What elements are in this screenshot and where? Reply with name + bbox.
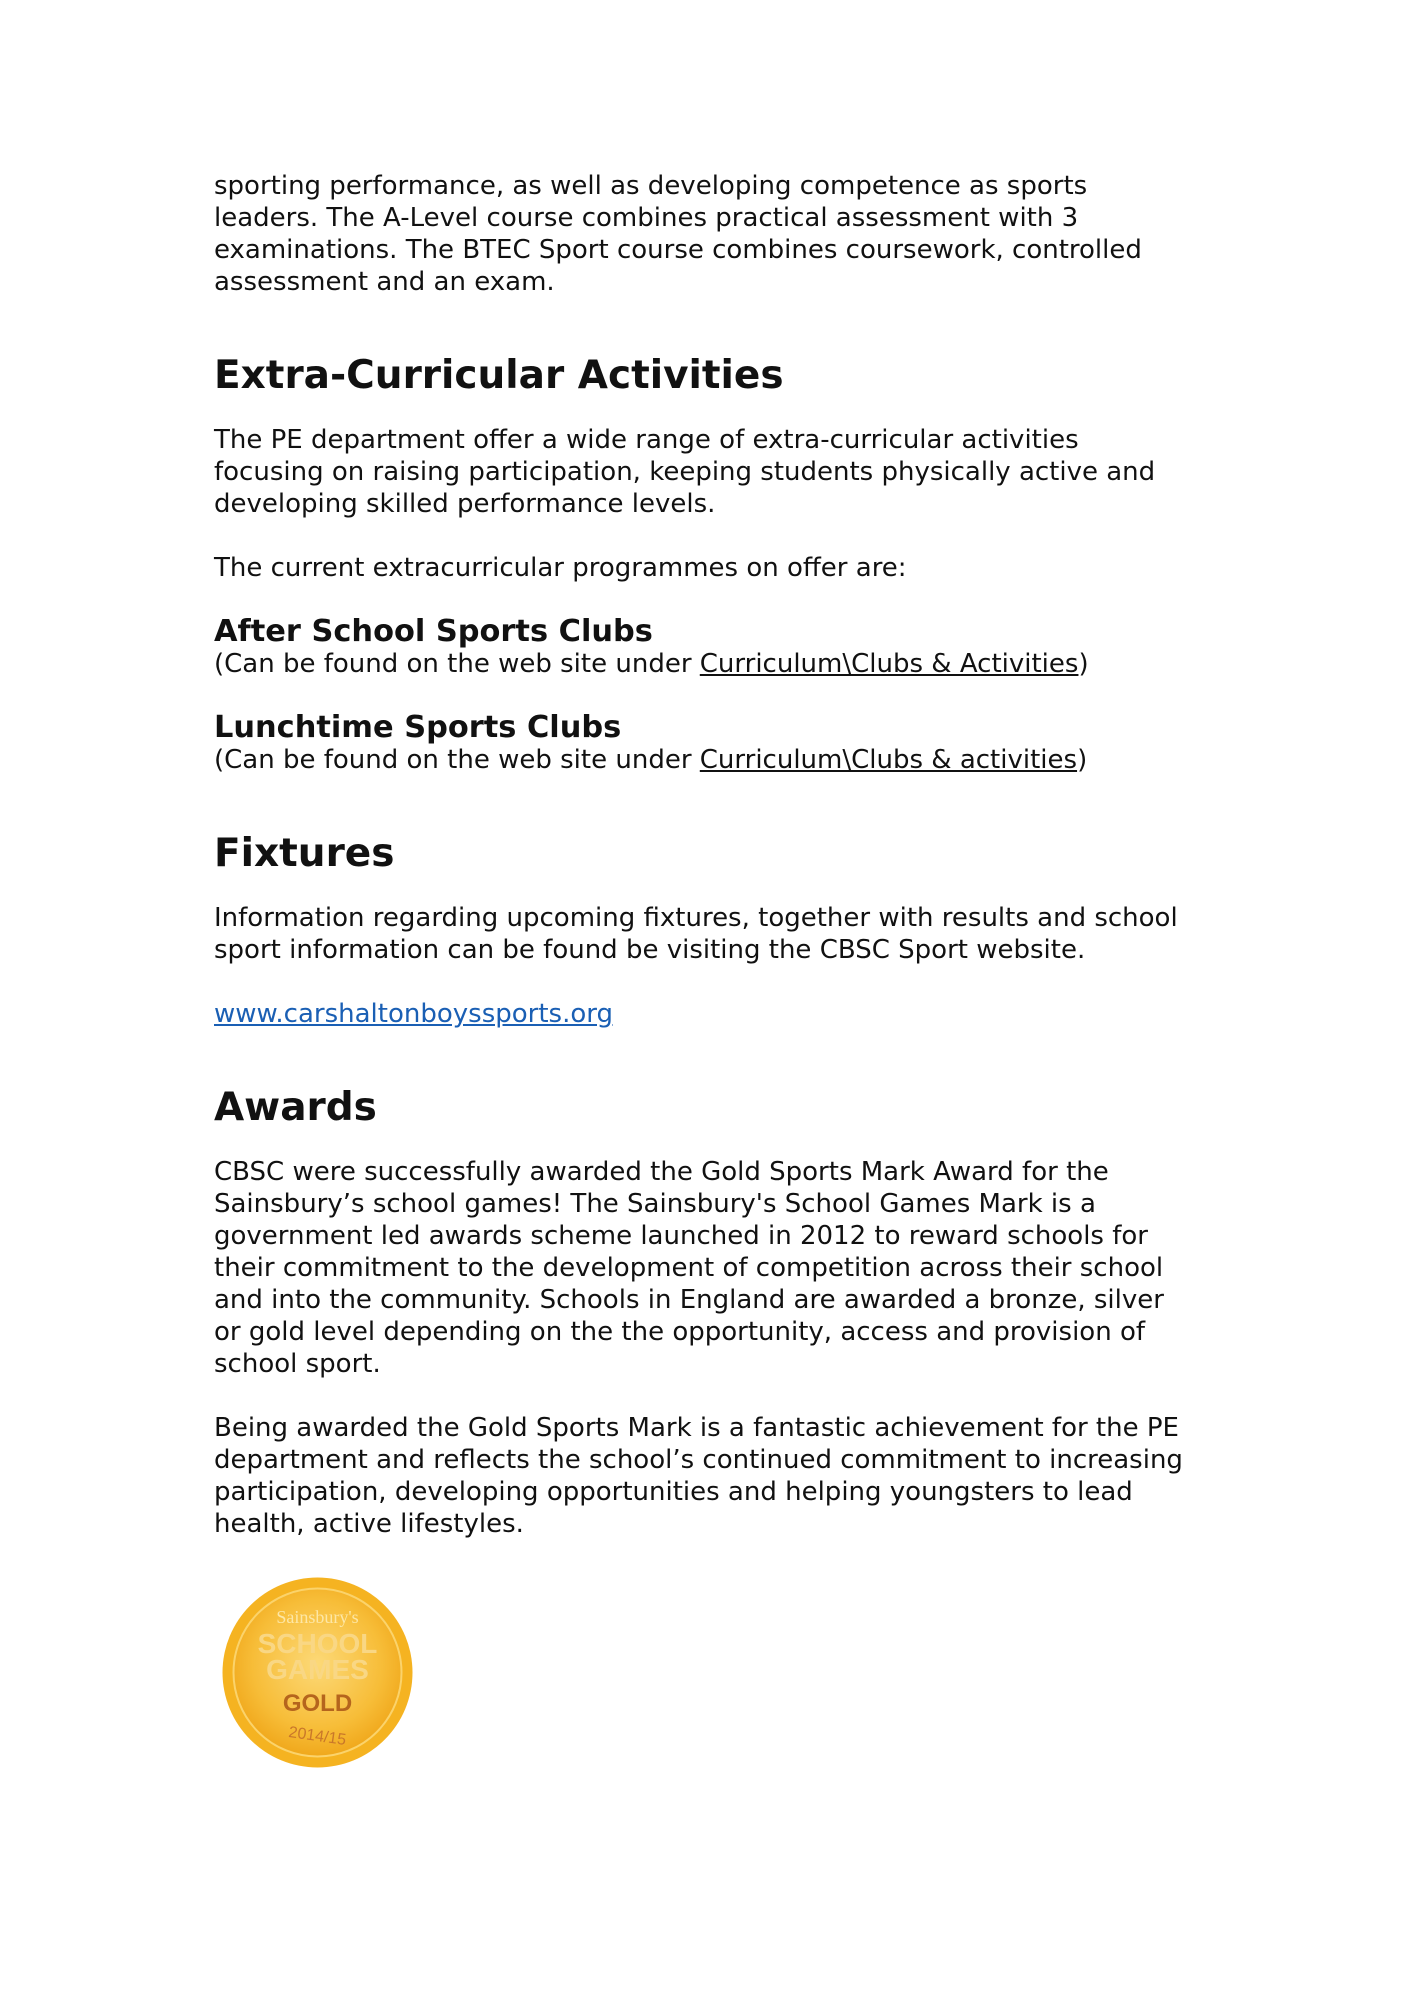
- awards-line: Sainsbury’s school games! The Sainsbury's School Games Mark is a: [214, 1189, 1096, 1219]
- lunchtime-clubs-note: [214, 744, 1214, 776]
- intro-line: sporting performance, as well as developing competence as sports: [214, 171, 1088, 201]
- awards-line: or gold level depending on the the opportunity, access and provision of: [214, 1317, 1145, 1347]
- note-prefix: (Can be found on the web site under: [214, 745, 700, 775]
- awards-line: participation, developing opportunities and helping youngsters to lead: [214, 1477, 1133, 1507]
- school-games-gold-badge: [220, 1575, 415, 1770]
- awards-line: health, active lifestyles.: [214, 1509, 524, 1539]
- sports-website-paragraph: [214, 998, 1214, 1030]
- sports-website-link[interactable]: www.carshaltonboyssports.org: [214, 999, 613, 1029]
- clubs-activities-link[interactable]: Curriculum\Clubs & Activities: [699, 649, 1079, 679]
- badge-games-text: GAMES: [266, 1654, 369, 1685]
- after-school-clubs-note: [214, 648, 1214, 680]
- fixtures-line: sport information can be found be visiting the CBSC Sport website.: [214, 935, 1086, 965]
- intro-line: leaders. The A-Level course combines practical assessment with 3: [214, 203, 1079, 233]
- awards-paragraph-1: [214, 1156, 1214, 1380]
- awards-paragraph-2: [214, 1412, 1214, 1540]
- awards-line: school sport.: [214, 1349, 381, 1379]
- intro-line: examinations. The BTEC Sport course combines coursework, controlled: [214, 235, 1142, 265]
- badge-level-text: GOLD: [282, 1690, 353, 1717]
- awards-line: department and reflects the school’s continued commitment to increasing: [214, 1445, 1183, 1475]
- extracurricular-line: developing skilled performance levels.: [214, 489, 716, 519]
- note-suffix: ): [1077, 745, 1088, 775]
- fixtures-line: Information regarding upcoming fixtures, together with results and school: [214, 903, 1178, 933]
- gold-medal-icon: [220, 1575, 415, 1770]
- intro-paragraph: [214, 170, 1214, 298]
- fixtures-heading: Fixtures: [214, 831, 395, 876]
- extracurricular-heading: Extra-Curricular Activities: [214, 353, 784, 398]
- document-page: [214, 170, 1214, 1540]
- awards-line: Being awarded the Gold Sports Mark is a fantastic achievement for the PE: [214, 1413, 1179, 1443]
- badge-year-text: 2014/15: [287, 1724, 348, 1749]
- awards-line: and into the community. Schools in England are awarded a bronze, silver: [214, 1285, 1164, 1315]
- lunchtime-clubs-heading: Lunchtime Sports Clubs: [214, 710, 622, 745]
- programmes-intro: The current extracurricular programmes on offer are:: [214, 553, 907, 583]
- awards-line: CBSC were successfully awarded the Gold Sports Mark Award for the: [214, 1157, 1109, 1187]
- note-prefix: (Can be found on the web site under: [214, 649, 700, 679]
- awards-heading: Awards: [214, 1085, 377, 1130]
- badge-sponsor-text: Sainsbury's: [276, 1607, 359, 1627]
- extracurricular-paragraph: [214, 424, 1214, 520]
- fixtures-paragraph: [214, 902, 1214, 966]
- after-school-clubs-heading: After School Sports Clubs: [214, 614, 653, 649]
- note-suffix: ): [1078, 649, 1089, 679]
- awards-line: their commitment to the development of competition across their school: [214, 1253, 1164, 1283]
- extracurricular-line: focusing on raising participation, keeping students physically active and: [214, 457, 1156, 487]
- clubs-activities-link[interactable]: Curriculum\Clubs & activities: [699, 745, 1078, 775]
- badge-school-text: SCHOOL: [257, 1628, 378, 1659]
- extracurricular-line: The PE department offer a wide range of extra-curricular activities: [214, 425, 1079, 455]
- intro-line: assessment and an exam.: [214, 267, 555, 297]
- awards-line: government led awards scheme launched in 2012 to reward schools for: [214, 1221, 1148, 1251]
